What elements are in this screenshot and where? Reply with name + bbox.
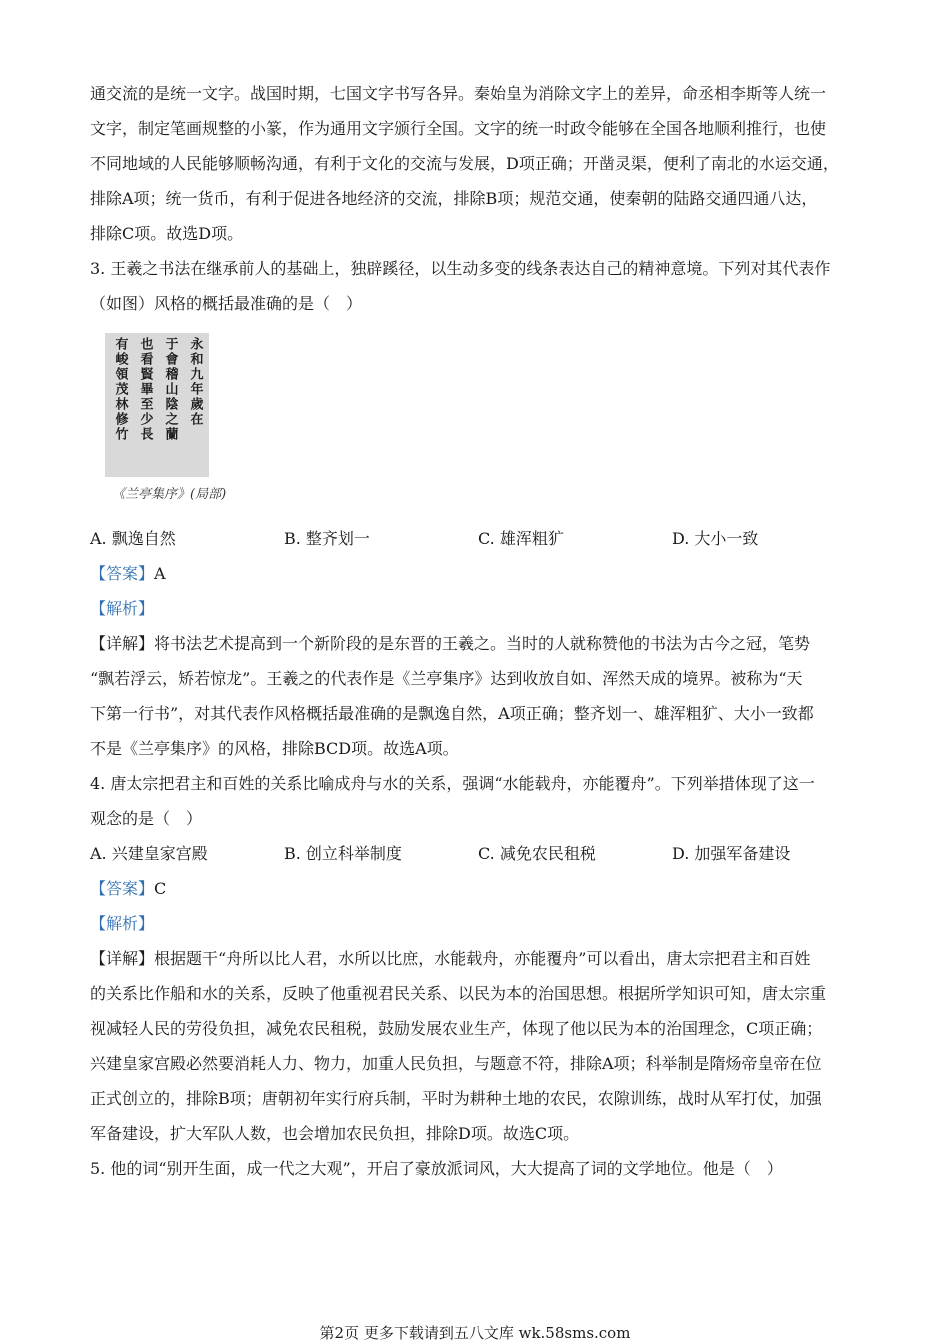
option-a: A. 兴建皇家宫殿 bbox=[90, 844, 208, 863]
option-b: B. 创立科举制度 bbox=[284, 844, 402, 863]
option-d: D. 加强军备建设 bbox=[672, 844, 791, 863]
detail-line bbox=[90, 626, 870, 661]
text-line: 排除A项；统一货币，有利于促进各地经济的交流，排除B项；规范交通，使秦朝的陆路交通四通八达， bbox=[90, 189, 818, 208]
detail-text: 将书法艺术提高到一个新阶段的是东晋的王羲之。当时的人就称赞他的书法为古今之冠，笔势 bbox=[154, 634, 811, 653]
question-4-stem: 观念的是（ ） bbox=[90, 809, 203, 828]
text-line: 通交流的是统一文字。战国时期，七国文字书写各异。秦始皇为消除文字上的差异，命丞相李斯等人统一 bbox=[90, 84, 827, 103]
detail-line: 正式创立的，排除B项；唐朝初年实行府兵制，平时为耕种土地的农民，农隙训练，战时从军打仗，加强 bbox=[90, 1089, 822, 1108]
question-3-stem: （如图）风格的概括最准确的是（ ） bbox=[90, 294, 363, 313]
option-b: B. 整齐划一 bbox=[284, 529, 370, 548]
question-4-stem: 4. 唐太宗把君主和百姓的关系比喻成舟与水的关系，强调“水能载舟，亦能覆舟”。下列举措体现了这一 bbox=[90, 774, 815, 793]
calligraphy-column: 永和九年歲在 bbox=[187, 337, 203, 427]
detail-line: 军备建设，扩大军队人数，也会增加农民负担，排除D项。故选C项。 bbox=[90, 1124, 580, 1143]
detail-line: 视减轻人民的劳役负担，减免农民租税，鼓励发展农业生产，体现了他以民为本的治国理念，C项正确； bbox=[90, 1019, 823, 1038]
answer-tag: 【答案】 bbox=[90, 564, 155, 583]
question-4-options bbox=[90, 836, 870, 871]
document-page bbox=[90, 76, 870, 1186]
text-line: 不同地域的人民能够顺畅沟通，有利于文化的交流与发展，D项正确；开凿灵渠，便利了南北的水运交通， bbox=[90, 154, 839, 173]
analysis-line bbox=[90, 906, 870, 941]
answer-line bbox=[90, 871, 870, 906]
detail-text: 根据题干“舟所以比人君，水所以比庶，水能载舟，亦能覆舟”可以看出，唐太宗把君主和百姓 bbox=[154, 949, 811, 968]
calligraphy-column: 于會稽山陰之蘭 bbox=[162, 337, 178, 442]
question-5-stem: 5. 他的词“别开生面，成一代之大观”，开启了豪放派词风，大大提高了词的文学地位。他是（ ） bbox=[90, 1159, 783, 1178]
analysis-tag: 【解析】 bbox=[90, 599, 155, 618]
analysis-tag: 【解析】 bbox=[90, 914, 155, 933]
detail-line: “飘若浮云，矫若惊龙”。王羲之的代表作是《兰亭集序》达到收放自如、浑然天成的境界。被称为“天 bbox=[90, 669, 803, 688]
calligraphy-figure bbox=[90, 321, 870, 521]
detail-line bbox=[90, 941, 870, 976]
answer-value: C bbox=[154, 879, 167, 898]
detail-tag: 【详解】 bbox=[90, 634, 155, 653]
detail-line: 下第一行书”，对其代表作风格概括最准确的是飘逸自然，A项正确；整齐划一、雄浑粗犷、大小一致都 bbox=[90, 704, 814, 723]
detail-line: 不是《兰亭集序》的风格，排除BCD项。故选A项。 bbox=[90, 739, 459, 758]
detail-line: 兴建皇家宫殿必然要消耗人力、物力，加重人民负担，与题意不符，排除A项；科举制是隋炀帝皇帝在位 bbox=[90, 1054, 822, 1073]
detail-tag: 【详解】 bbox=[90, 949, 155, 968]
option-d: D. 大小一致 bbox=[672, 529, 759, 548]
option-a: A. 飘逸自然 bbox=[90, 529, 176, 548]
option-c: C. 雄浑粗犷 bbox=[478, 529, 564, 548]
answer-value: A bbox=[154, 564, 166, 583]
answer-tag: 【答案】 bbox=[90, 879, 155, 898]
figure-caption: 《兰亭集序》(局部) bbox=[112, 487, 227, 502]
calligraphy-column: 有峻領茂林修竹 bbox=[112, 337, 128, 442]
calligraphy-column: 也看賢畢至少長 bbox=[137, 337, 153, 442]
analysis-line bbox=[90, 591, 870, 626]
text-line: 排除C项。故选D项。 bbox=[90, 224, 244, 243]
question-3-options bbox=[90, 521, 870, 556]
question-3-stem: 3. 王羲之书法在继承前人的基础上，独辟蹊径，以生动多变的线条表达自己的精神意境。下列对其代表作 bbox=[90, 259, 831, 278]
page-footer: 第2页 更多下载请到五八文库 wk.58sms.com bbox=[319, 1324, 631, 1342]
detail-line: 的关系比作船和水的关系，反映了他重视君民关系、以民为本的治国思想。根据所学知识可知，唐太宗重 bbox=[90, 984, 827, 1003]
option-c: C. 减免农民租税 bbox=[478, 844, 596, 863]
text-line: 文字，制定笔画规整的小篆，作为通用文字颁行全国。文字的统一时政令能够在全国各地顺利推行，也使 bbox=[90, 119, 827, 138]
calligraphy-image bbox=[105, 333, 209, 477]
answer-line bbox=[90, 556, 870, 591]
